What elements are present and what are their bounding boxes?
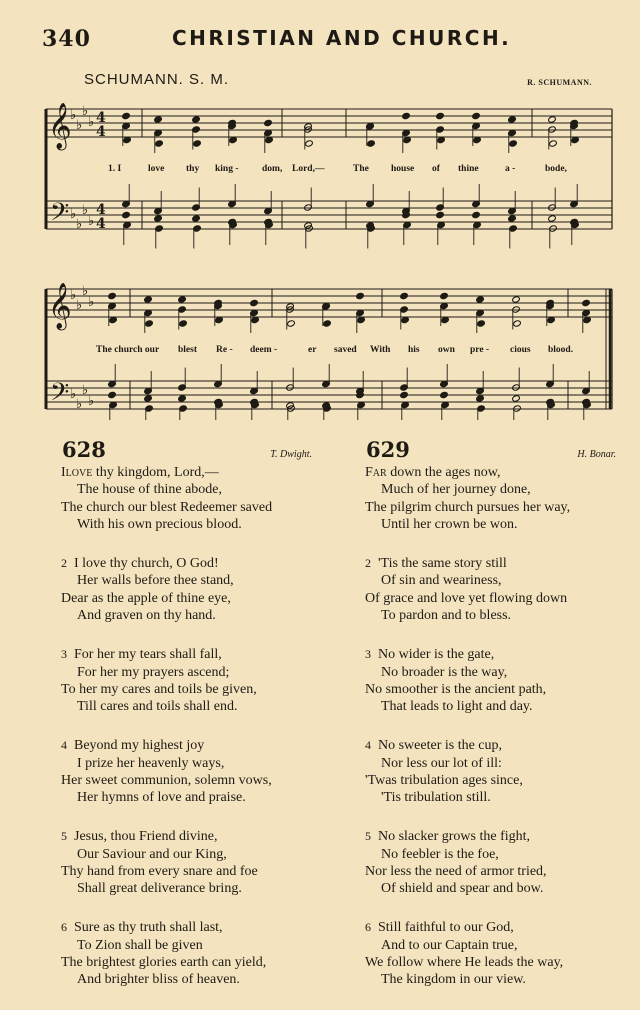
verse-text: Her sweet communion, solemn vows, [61,772,272,788]
verse-line [61,590,272,607]
time-signature: 4 [96,216,106,232]
small-caps-word: love [65,465,93,480]
verse-text: Nor less the need of armor tried, [365,864,547,880]
verse-line [61,789,272,806]
time-signature: 4 [96,110,106,126]
verse-text: Her hymns of love and praise. [77,790,246,806]
bass-clef: 𝄢 [50,378,70,413]
note-head [323,320,332,327]
flat-sign: ♭ [76,217,83,232]
verse-line [365,937,570,954]
stanza [365,646,570,716]
verse-line [365,646,570,663]
note-head [192,215,201,222]
note-head [154,116,163,123]
flat-sign: ♭ [70,387,77,402]
verse-text: And brighter bliss of heaven. [77,972,240,988]
note-head [472,211,481,218]
note-head [582,299,591,306]
hymn-header-628 [62,437,312,465]
note-head [436,112,445,119]
lyric-syllable: The [353,164,369,174]
stanza-number: 4 [365,738,371,753]
composer-name: R. SCHUMANN. [527,78,592,87]
lyric-syllable: love [148,164,165,174]
note-head [154,215,163,222]
note-head [436,211,445,218]
verse-text: Shall great deliverance bring. [77,881,242,897]
verse-text: Still faithful to our God, [378,920,514,936]
verse-text: Till cares and toils shall end. [77,699,238,715]
verse-text: 'Tis tribulation still. [381,790,491,806]
note-head [145,320,154,327]
verse-text: With his own precious blood. [77,517,242,533]
verse-line [365,481,570,498]
verse-text: And to our Captain true, [381,937,518,953]
lyric-syllable: blood. [548,345,574,355]
verse-line [61,954,272,971]
note-head [402,112,411,119]
flat-sign: ♭ [76,118,83,133]
verse-text: No sweeter is the cup, [378,738,503,754]
verse-line [61,971,272,988]
verse-text: Until her crown be won. [381,517,518,533]
time-signature: 4 [96,124,106,140]
flat-sign: ♭ [88,295,95,310]
verse-line [365,516,570,533]
stanza [365,555,570,625]
verse-text: I prize her heavenly ways, [77,755,225,771]
note-head [508,116,517,123]
note-head [548,215,557,222]
verse-line [365,789,570,806]
note-head [440,391,449,398]
verse-text: Sure as thy truth shall last, [74,920,223,936]
stanza [61,464,272,534]
lyric-syllable: The church our [96,345,160,355]
verse-text: down the ages now, [386,465,501,480]
verse-line [365,607,570,624]
stanza [365,919,570,989]
lyric-syllable: Lord,— [292,164,325,174]
note-head [476,296,485,303]
note-head [287,320,296,327]
verse-text: I love thy church, O God! [74,556,219,572]
verse-line [365,846,570,863]
stanza-number: 5 [61,829,67,844]
hymn-629-text [365,464,570,1010]
verse-text: To pardon and to bless. [381,608,512,624]
verse-line [61,464,272,481]
stanza-number: 4 [61,738,67,753]
lyric-syllable: house [391,164,415,174]
verse-text: No feebler is the foe, [381,846,499,862]
stanza [365,828,570,898]
note-head [122,112,131,119]
stanza [61,646,272,716]
hymn-author: T. Dwight. [270,449,312,460]
verse-text: Our Saviour and our King, [77,846,227,862]
lyric-syllable: king - [215,164,239,174]
verse-line [365,590,570,607]
verse-line [365,499,570,516]
treble-clef: 𝄞 [48,283,72,329]
note-head [155,140,164,147]
verse-line [61,737,272,754]
initial-letter: F [365,465,373,480]
verse-line [365,954,570,971]
treble-clef: 𝄞 [48,103,72,149]
verse-text: 'Twas tribulation ages since, [365,772,523,788]
note-head [305,140,314,147]
verse-line [365,755,570,772]
hymn-628-text [61,464,272,1010]
flat-sign: ♭ [82,284,89,299]
verse-text: To her my cares and toils be given, [61,681,257,697]
verse-text: thy kingdom, Lord,— [92,465,219,480]
lyric-syllable: blest [178,345,197,355]
verse-line [365,863,570,880]
note-head [192,116,201,123]
verse-line [61,846,272,863]
verse-text: To Zion shall be given [77,937,203,953]
note-head [513,320,522,327]
verse-line [365,681,570,698]
flat-sign: ♭ [76,298,83,313]
verse-text: Dear as the apple of thine eye, [61,590,231,606]
verse-line [365,572,570,589]
verse-text: The church our blest Redeemer saved [61,499,273,515]
note-head [122,211,131,218]
verse-text: Much of her journey done, [381,482,531,498]
verse-text: No wider is the gate, [378,647,495,663]
verse-line [61,499,272,516]
lyric-syllable: a - [505,164,516,174]
flat-sign: ♭ [88,115,95,130]
note-head [512,296,521,303]
flat-sign: ♭ [82,203,89,218]
lyric-syllable: dom, [262,164,283,174]
verse-text: Thy hand from every snare and foe [61,864,258,880]
lyric-syllable: bode, [545,164,567,174]
tune-name: SCHUMANN. S. M. [84,71,230,88]
hymn-author: H. Bonar. [577,449,616,460]
page-title: CHRISTIAN AND CHURCH. [172,26,512,50]
verse-line [365,880,570,897]
page-number: 340 [42,26,91,52]
lyric-syllable: thine [458,164,479,174]
note-head [400,391,409,398]
stanza [61,919,272,989]
verse-line [365,772,570,789]
note-head [367,140,376,147]
verse-line [61,937,272,954]
lyric-syllable: thy [186,164,200,174]
verse-line [365,971,570,988]
verse-text: No broader is the way, [381,664,508,680]
stanza [365,464,570,534]
verse-text: Her walls before thee stand, [77,573,234,589]
lyric-syllable: of [432,164,440,174]
verse-line [61,755,272,772]
flat-sign: ♭ [88,394,95,409]
verse-text: The brightest glories earth can yield, [61,955,267,971]
verse-line [61,481,272,498]
note-head [193,140,202,147]
note-head [178,296,187,303]
note-head [356,292,365,299]
verse-text: Of grace and love yet flowing down [365,590,568,606]
lyric-syllable: his [408,345,420,355]
note-head [144,395,153,402]
stanza-number: 3 [365,647,371,662]
verse-text: Of sin and weariness, [381,573,502,589]
verse-text: Jesus, thou Friend divine, [74,829,218,845]
verse-text: The house of thine abode, [77,482,223,498]
note-head [508,215,517,222]
hymn-number: 629 [366,437,410,462]
verse-text: 'Tis the same story still [378,556,507,572]
verse-line [365,737,570,754]
bass-clef: 𝄢 [50,198,70,233]
lyric-syllable: own [438,345,455,355]
note-head [477,320,486,327]
note-head [400,292,409,299]
lyric-syllable: er [308,345,317,355]
small-caps-word: ar [372,465,387,480]
verse-text: No slacker grows the fight, [378,829,531,845]
verse-text: And graven on thy hand. [77,608,216,624]
verse-text: The pilgrim church pursues her way, [365,499,571,515]
flat-sign: ♭ [70,207,77,222]
verse-text: We follow where He leads the way, [365,955,564,971]
verse-line [61,880,272,897]
verse-line [61,863,272,880]
note-head [144,296,153,303]
music-score [0,0,640,420]
note-head [440,292,449,299]
verse-line [365,664,570,681]
stanza [61,737,272,807]
flat-sign: ♭ [76,397,83,412]
lyric-syllable: 1. I [108,164,122,174]
hymn-number: 628 [62,437,106,462]
note-head [472,112,481,119]
verse-text: Nor less our lot of ill: [381,755,502,771]
verse-text: Of shield and spear and bow. [381,881,544,897]
flat-sign: ♭ [70,288,77,303]
flat-sign: ♭ [82,383,89,398]
verse-line [61,828,272,845]
verse-line [365,828,570,845]
note-head [509,140,518,147]
stanza-number: 2 [365,556,371,571]
hymn-header-629 [366,437,616,465]
verse-text: That leads to light and day. [381,699,533,715]
note-head [548,116,557,123]
verse-line [61,664,272,681]
note-head [264,119,273,126]
note-head [549,140,558,147]
verse-text: For her my prayers ascend; [77,664,230,680]
stanza-number: 5 [365,829,371,844]
verse-line [61,572,272,589]
lyric-syllable: deem - [250,345,278,355]
verse-line [365,698,570,715]
verse-line [61,698,272,715]
lyric-syllable: Re - [216,345,233,355]
verse-line [61,516,272,533]
verse-line [61,772,272,789]
verse-text: Beyond my highest joy [74,738,205,754]
note-head [178,395,187,402]
verse-line [365,464,570,481]
stanza-number: 6 [61,920,67,935]
flat-sign: ♭ [82,104,89,119]
note-head [108,391,117,398]
stanza-number: 3 [61,647,67,662]
flat-sign: ♭ [88,214,95,229]
lyric-syllable: saved [334,345,357,355]
time-signature: 4 [96,202,106,218]
verse-line [61,646,272,663]
note-head [512,395,521,402]
verse-line [61,681,272,698]
verse-line [61,555,272,572]
note-head [108,292,117,299]
note-head [179,320,188,327]
stanza-number: 6 [365,920,371,935]
verse-line [365,919,570,936]
flat-sign: ♭ [70,108,77,123]
verse-line [365,555,570,572]
stanza-number: 2 [61,556,67,571]
verse-text: The kingdom in our view. [381,972,526,988]
stanza [61,828,272,898]
stanza [61,555,272,625]
note-head [476,395,485,402]
verse-line [61,919,272,936]
verse-text: For her my tears shall fall, [74,647,222,663]
lyric-syllable: cious [510,345,531,355]
stanza [365,737,570,807]
initial-letter: I [61,465,66,480]
verse-text: No smoother is the ancient path, [365,681,547,697]
note-head [250,299,259,306]
verse-line [61,607,272,624]
lyric-syllable: pre - [470,345,490,355]
lyric-syllable: With [370,345,391,355]
